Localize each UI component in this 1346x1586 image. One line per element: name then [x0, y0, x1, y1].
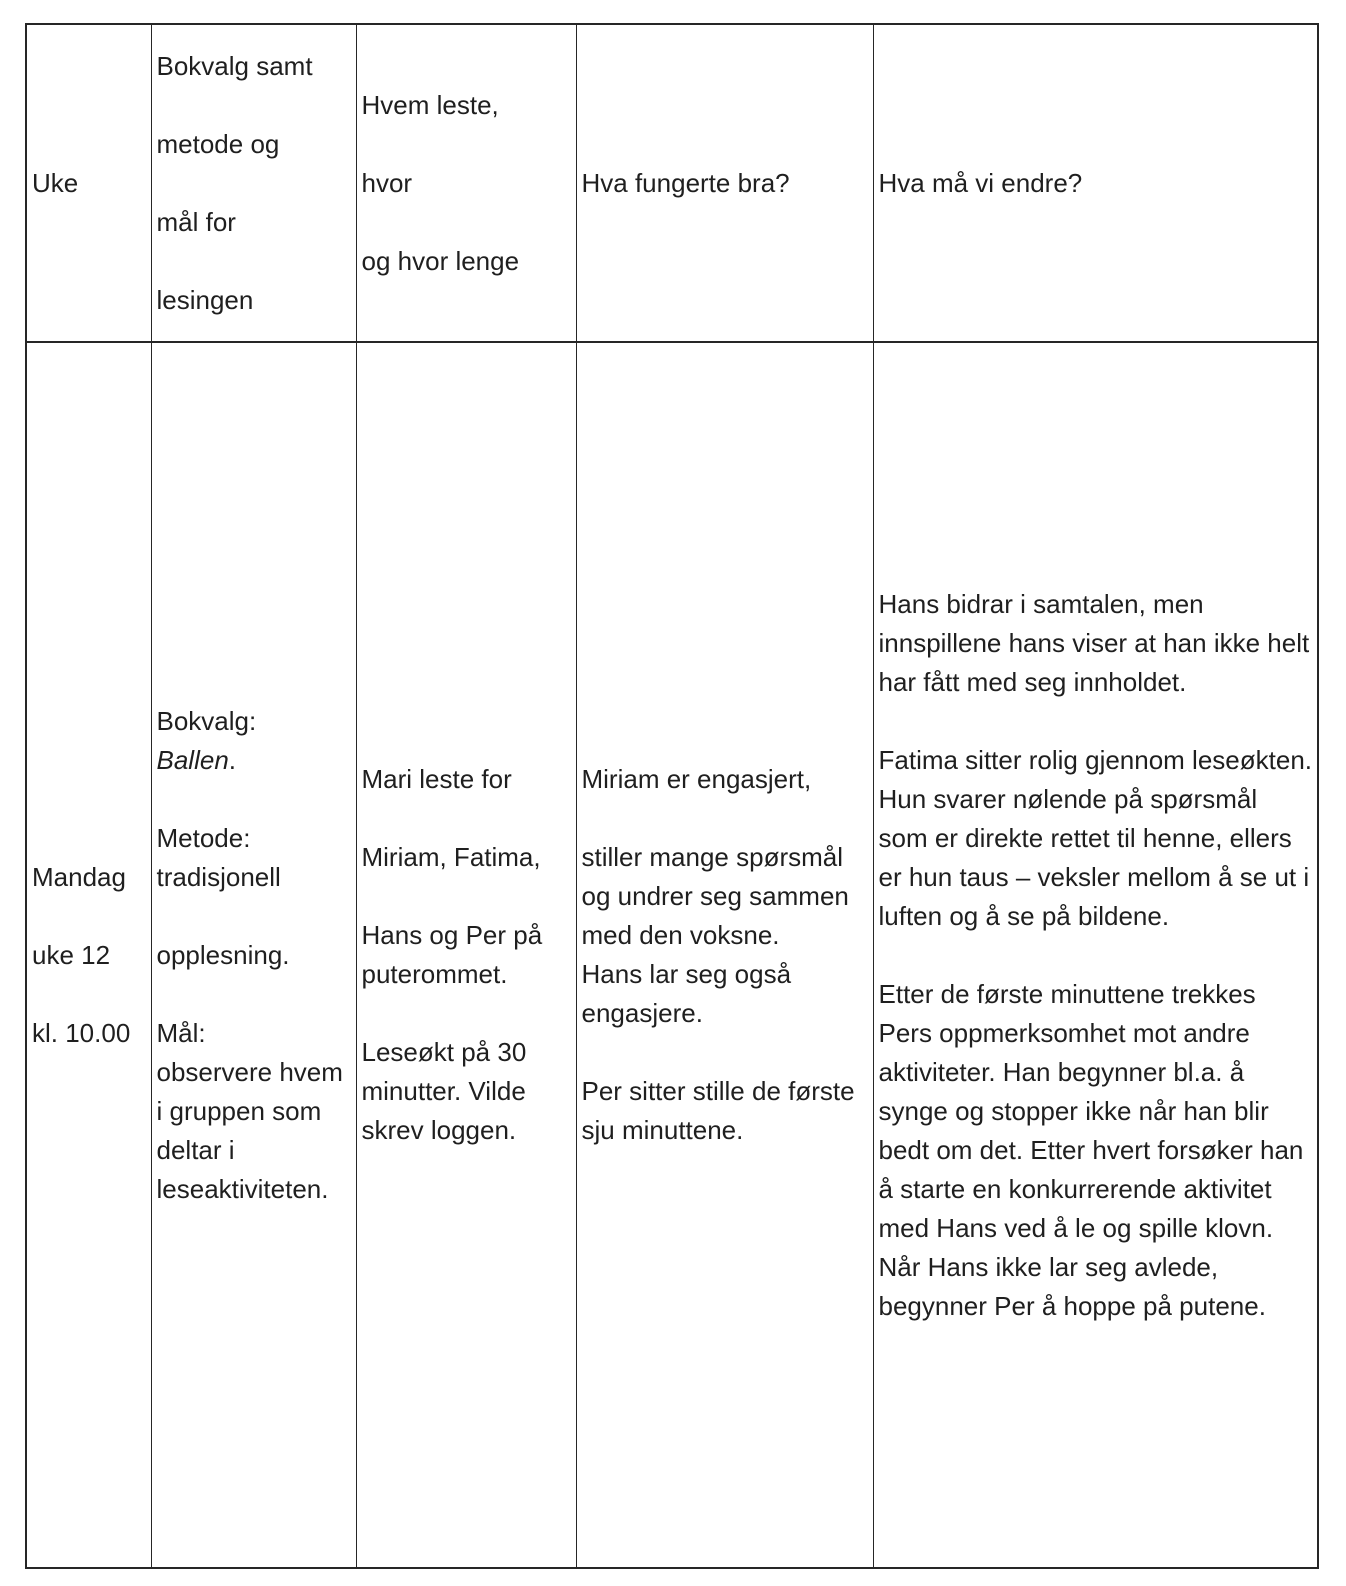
- hvem-para-2: Miriam, Fatima,: [361, 842, 541, 872]
- bra-para-3: Hans lar seg også engasjere.: [581, 959, 792, 1028]
- cell-bokvalg-metode-mal: [151, 342, 356, 1568]
- metode-line-2: opplesning.: [156, 939, 290, 970]
- header-cell-uke: [26, 24, 151, 342]
- cell-hva-fungerte-bra: [576, 342, 873, 1568]
- bra-para-2: stiller mange spørsmål og undrer seg sammen med den voksne.: [581, 842, 849, 950]
- book-title-suffix: .: [228, 744, 237, 775]
- header-hvem-line-2: hvor: [361, 167, 413, 198]
- bokvalg-label: Bokvalg:: [156, 705, 257, 736]
- uke-time: kl. 10.00: [32, 1017, 131, 1048]
- book-title: Ballen: [156, 744, 229, 775]
- cell-hvem-leste: [356, 342, 576, 1568]
- table-header-row: [26, 24, 1318, 342]
- metode-label: Metode:: [156, 822, 251, 853]
- uke-number: uke 12: [32, 939, 111, 970]
- header-bokvalg-line-2: metode og: [156, 128, 280, 159]
- mal-label: Mål:: [156, 1017, 206, 1048]
- header-cell-hvem: [356, 24, 576, 342]
- header-bokvalg-line-3: mål for: [156, 206, 236, 237]
- table-row: [26, 342, 1318, 1568]
- bokvalg-block: [157, 702, 352, 780]
- mal-text: observere hvem i gruppen som deltar i leseaktiviteten.: [156, 1056, 343, 1204]
- mal-block: [157, 1014, 352, 1209]
- endre-para-1: Hans bidrar i samtalen, men innspillene hans viser at han ikke helt har fått med seg innholdet.: [878, 588, 1310, 697]
- hvem-para-1: Mari leste for: [361, 764, 512, 794]
- header-cell-bokvalg: [151, 24, 356, 342]
- cell-hva-ma-vi-endre: [873, 342, 1318, 1568]
- uke-day: Mandag: [32, 861, 126, 892]
- header-endre-label: Hva må vi endre?: [878, 167, 1083, 198]
- bra-para-4: Per sitter stille de første sju minuttene.: [581, 1076, 855, 1145]
- bokvalg-title-line: [157, 741, 352, 780]
- metode-block: [157, 819, 352, 897]
- header-hvem-line-1: Hvem leste,: [361, 89, 499, 120]
- header-uke-label: Uke: [32, 167, 79, 198]
- bra-para-1: Miriam er engasjert,: [581, 764, 812, 794]
- header-bra-label: Hva fungerte bra?: [581, 167, 790, 198]
- header-cell-hva-ma-vi-endre: [873, 24, 1318, 342]
- reading-log-table: [25, 23, 1319, 1569]
- header-bokvalg-line-1: Bokvalg samt: [156, 50, 313, 81]
- endre-para-3: Etter de første minuttene trekkes Pers oppmerksomhet mot andre aktiviteter. Han begynner bl.a. å synge og stopper ikke når han blir bedt om det. Etter hvert forsøker han å starte en konkurrerende aktivitet med Hans ved å le og spille klovn. Når Hans ikke lar seg avlede, begynner Per å hoppe på putene.: [878, 978, 1304, 1321]
- header-hvem-line-3: og hvor lenge: [361, 245, 520, 276]
- hvem-para-3: Hans og Per på puterommet.: [361, 920, 543, 989]
- cell-uke: [26, 342, 151, 1568]
- endre-para-2: Fatima sitter rolig gjennom leseøkten. Hun svarer nølende på spørsmål som er direkte rettet til henne, ellers er hun taus – veksler mellom å se ut i luften og å se på bildene.: [878, 744, 1313, 931]
- metode-line-1: tradisjonell: [156, 861, 281, 892]
- hvem-para-4: Leseøkt på 30 minutter. Vilde skrev loggen.: [361, 1037, 527, 1145]
- header-cell-hva-fungerte-bra: [576, 24, 873, 342]
- header-bokvalg-line-4: lesingen: [156, 284, 254, 315]
